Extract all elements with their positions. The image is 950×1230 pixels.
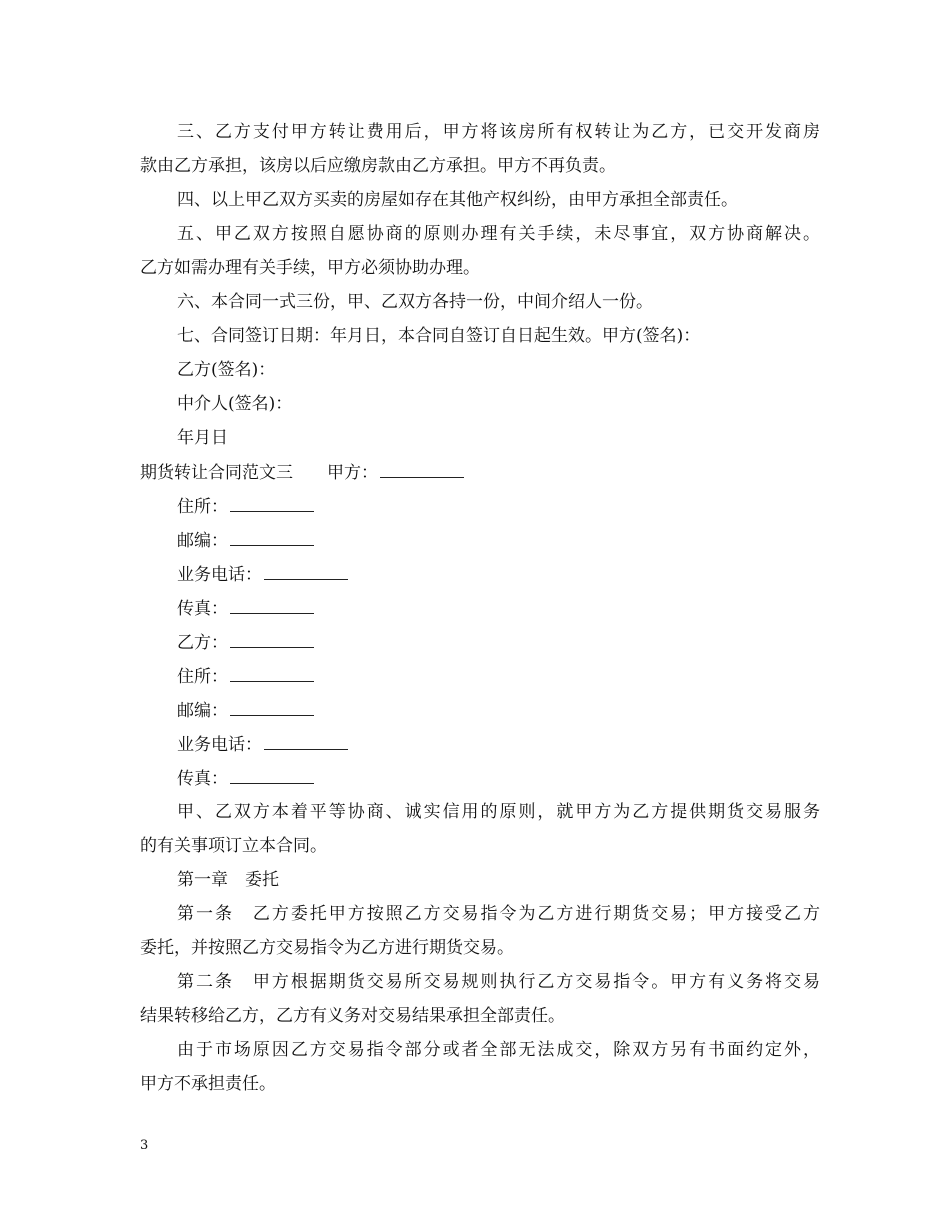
party-b-postcode	[177, 700, 820, 721]
field-label: 住所：	[177, 497, 228, 517]
fill-in-blank	[264, 564, 348, 580]
article-2-line-2: 结果转移给乙方，乙方有义务对交易结果承担全部责任。	[140, 1006, 565, 1026]
fill-in-blank	[230, 598, 314, 614]
clause-5-line-1: 五、甲乙双方按照自愿协商的原则办理有关手续，未尽事宜，双方协商解决。	[177, 224, 820, 244]
party-b-fax	[177, 768, 820, 789]
fill-in-blank	[230, 700, 314, 716]
field-label: 住所：	[177, 667, 228, 687]
chapter-1-heading: 第一章 委托	[177, 870, 279, 890]
party-a-fax	[177, 598, 820, 619]
party-b-name	[177, 632, 820, 653]
party-a-phone	[177, 564, 820, 585]
market-clause-line-2: 甲方不承担责任。	[140, 1074, 276, 1094]
section-heading-line	[140, 462, 820, 483]
clause-3-line-1: 三、乙方支付甲方转让费用后，甲方将该房所有权转让为乙方，已交开发商房	[177, 122, 820, 142]
field-label: 邮编：	[177, 701, 228, 721]
field-label: 传真：	[177, 769, 228, 789]
party-a-address	[177, 496, 820, 517]
field-label: 业务电话：	[177, 735, 262, 755]
clause-7: 七、合同签订日期：年月日，本合同自签订自日起生效。甲方(签名)：	[177, 326, 701, 346]
party-a-label: 甲方：	[327, 463, 378, 483]
fill-in-blank	[230, 666, 314, 682]
party-a-blank	[380, 462, 464, 478]
section-title: 期货转让合同范文三	[140, 463, 293, 483]
market-clause-line-1: 由于市场原因乙方交易指令部分或者全部无法成交，除双方另有书面约定外，	[177, 1040, 820, 1060]
article-1-line-2: 委托，并按照乙方交易指令为乙方进行期货交易。	[140, 938, 514, 958]
preamble-line-2: 的有关事项订立本合同。	[140, 836, 327, 856]
intermediary-signature: 中介人(签名)：	[177, 394, 293, 414]
clause-3-line-2: 款由乙方承担，该房以后应缴房款由乙方承担。甲方不再负责。	[140, 156, 616, 176]
party-b-signature: 乙方(签名)：	[177, 360, 276, 380]
party-a-postcode	[177, 530, 820, 551]
clause-4: 四、以上甲乙双方买卖的房屋如存在其他产权纠纷，由甲方承担全部责任。	[177, 190, 738, 210]
fill-in-blank	[230, 530, 314, 546]
page-number: 3	[140, 1138, 149, 1153]
article-2-line-1: 第二条 甲方根据期货交易所交易规则执行乙方交易指令。甲方有义务将交易	[177, 972, 820, 992]
field-label: 业务电话：	[177, 565, 262, 585]
party-b-phone	[177, 734, 820, 755]
fill-in-blank	[230, 632, 314, 648]
clause-5-line-2: 乙方如需办理有关手续，甲方必须协助办理。	[140, 258, 480, 278]
field-label: 邮编：	[177, 531, 228, 551]
fill-in-blank	[230, 496, 314, 512]
party-b-address	[177, 666, 820, 687]
fill-in-blank	[230, 768, 314, 784]
preamble-line-1: 甲、乙双方本着平等协商、诚实信用的原则，就甲方为乙方提供期货交易服务	[177, 802, 820, 822]
signature-date: 年月日	[177, 428, 228, 448]
article-1-line-1: 第一条 乙方委托甲方按照乙方交易指令为乙方进行期货交易；甲方接受乙方	[177, 904, 820, 924]
fill-in-blank	[264, 734, 348, 750]
field-label: 传真：	[177, 599, 228, 619]
clause-6: 六、本合同一式三份，甲、乙双方各持一份，中间介绍人一份。	[177, 292, 653, 312]
field-label: 乙方：	[177, 633, 228, 653]
